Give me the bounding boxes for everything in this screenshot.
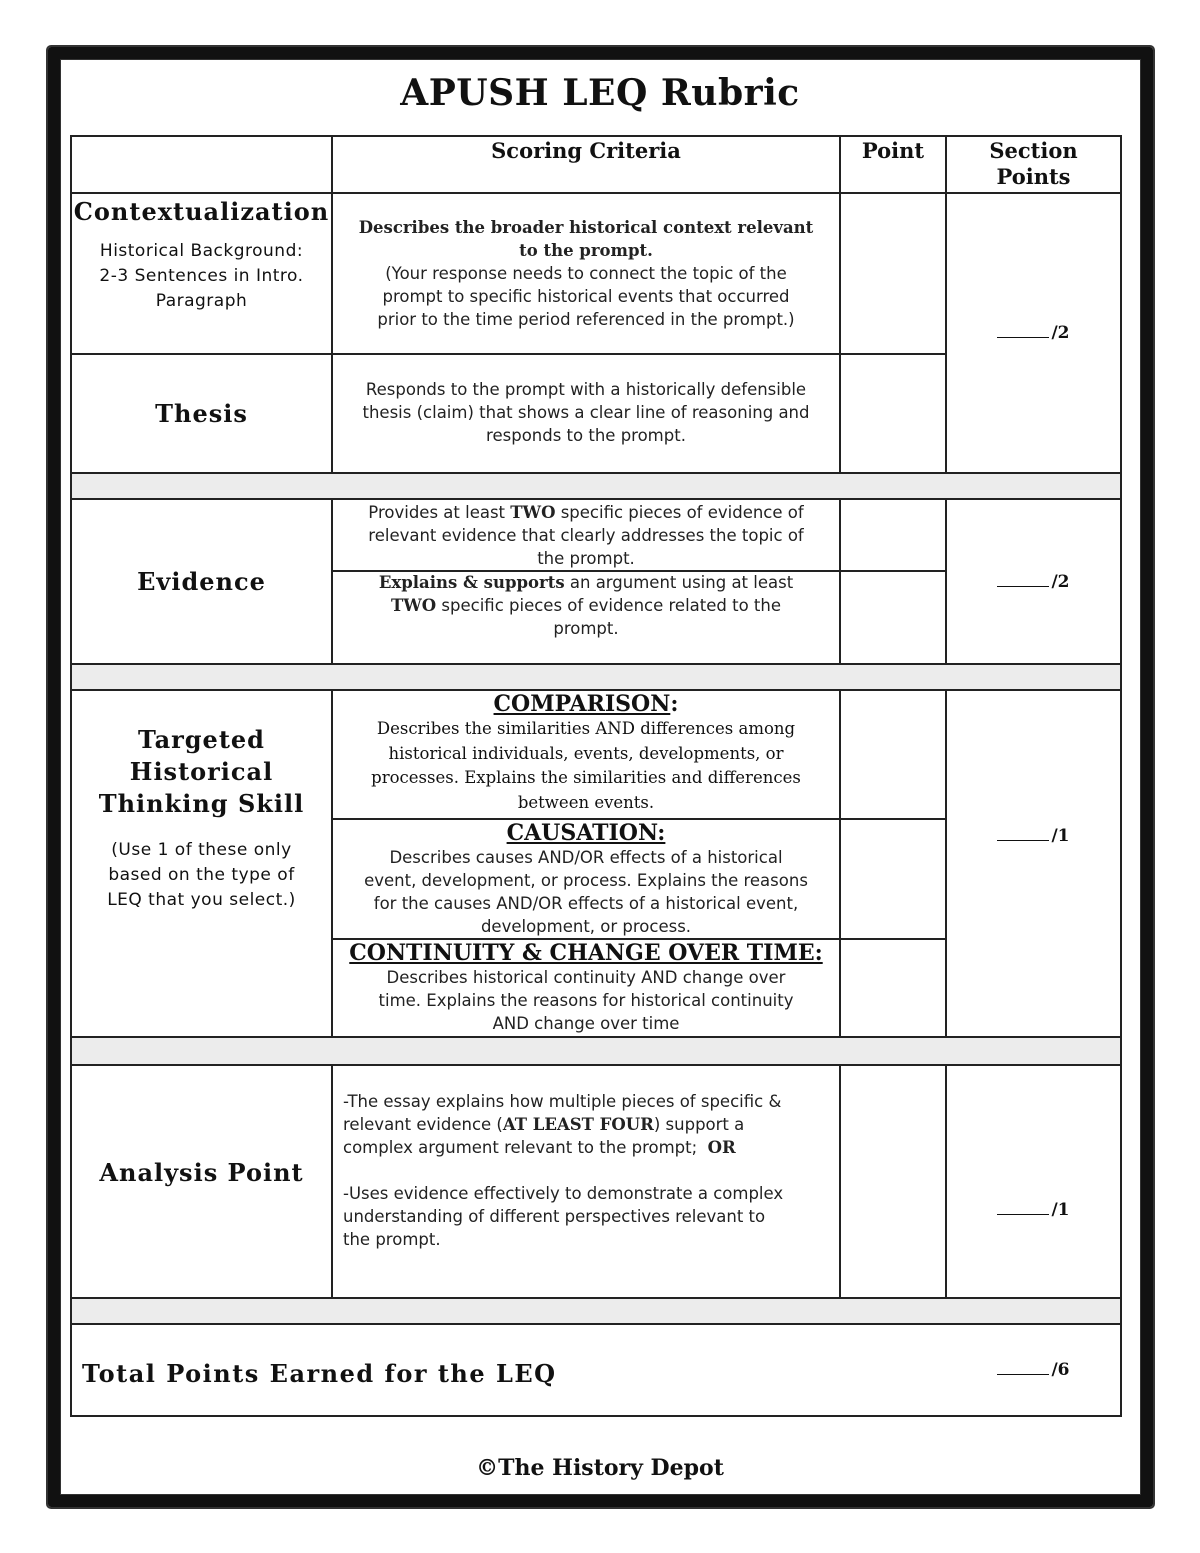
text-span: an argument using at least (564, 573, 794, 592)
table-top-border (70, 135, 1122, 137)
header-points-label: Points (996, 164, 1071, 189)
criteria-line: Describes the broader historical context relevant (358, 218, 814, 237)
criteria-line: the prompt. (537, 549, 635, 568)
criteria-line: prior to the time period referenced in the prompt.) (377, 310, 795, 329)
evidence-criteria-a (333, 501, 839, 570)
criteria-line: historical individuals, events, developments, or (388, 743, 784, 763)
thinking-skill-label: Targeted (138, 725, 265, 754)
criteria-line: development, or process. (480, 917, 692, 936)
text-span: OR (707, 1138, 736, 1157)
criteria-line: (Your response needs to connect the topic of the (385, 264, 787, 283)
section-score-evidence[interactable] (947, 500, 1120, 663)
criteria-line: prompt. (553, 619, 619, 638)
comparison-title (333, 691, 839, 717)
row-divider (70, 1297, 1122, 1299)
criteria-line: Responds to the prompt with a historically defensible (365, 380, 807, 399)
criteria-line: Describes the similarities AND differences among (376, 719, 796, 738)
score-max: /1 (1051, 826, 1070, 846)
contextualization-label: Contextualization (73, 197, 330, 226)
score-max: /1 (1051, 1200, 1070, 1220)
ccot-title: CONTINUITY & CHANGE OVER TIME: (349, 940, 823, 966)
analysis-label: Analysis Point (99, 1158, 304, 1187)
criteria-line: -Uses evidence effectively to demonstrate a complex (343, 1184, 784, 1203)
thinking-skill-label: Thinking Skill (98, 789, 305, 818)
evidence-label: Evidence (137, 566, 266, 596)
text-span: : (670, 691, 679, 717)
column-divider (839, 1065, 841, 1298)
score-blank[interactable] (997, 572, 1069, 592)
separator-row (72, 473, 1120, 499)
thesis-criteria (333, 378, 839, 447)
criteria-line: AND change over time (492, 1014, 680, 1033)
section-score-analysis[interactable] (947, 1130, 1120, 1290)
footer-copyright: ©The History Depot (476, 1455, 724, 1481)
note-line: based on the type of (108, 865, 295, 885)
note-line: 2-3 Sentences in Intro. (99, 266, 304, 286)
causation-title: CAUSATION: (506, 820, 666, 846)
contextualization-criteria (333, 216, 839, 331)
comparison-criteria (333, 691, 839, 815)
criteria-line: time. Explains the reasons for historical continuity (378, 991, 794, 1010)
separator-row (72, 1298, 1120, 1324)
thinking-skill-cell (72, 724, 331, 913)
score-max: /6 (1051, 1360, 1070, 1380)
table-right-border (1120, 135, 1122, 1417)
score-max: /2 (1051, 571, 1070, 592)
criteria-line (343, 1113, 833, 1136)
criteria-line (333, 594, 839, 617)
criteria-line: processes. Explains the similarities and differences (371, 768, 801, 787)
criteria-line: Describes historical continuity AND change over (386, 968, 786, 987)
row-divider (70, 663, 1122, 665)
text-span: TWO (391, 596, 437, 615)
text-span: Provides at least (368, 503, 511, 522)
criteria-line (333, 571, 839, 594)
score-blank[interactable] (997, 1360, 1069, 1380)
score-blank[interactable] (997, 826, 1069, 846)
spacer (343, 1159, 833, 1182)
note-line: Paragraph (155, 291, 248, 311)
text-span: Explains & supports (378, 573, 565, 592)
table-bottom-border (70, 1415, 1122, 1417)
header-section-label: Section (989, 138, 1078, 163)
header-scoring-criteria: Scoring Criteria (491, 138, 681, 163)
contextualization-cell (72, 194, 331, 353)
causation-criteria (333, 820, 839, 938)
header-section-points (947, 138, 1120, 192)
text-span: TWO (510, 503, 556, 522)
criteria-line (333, 501, 839, 524)
score-blank[interactable] (997, 1200, 1069, 1220)
criteria-line: thesis (claim) that shows a clear line of reasoning and (362, 403, 810, 422)
thinking-skill-note (72, 838, 331, 913)
score-blank[interactable] (997, 323, 1069, 343)
criteria-line: relevant evidence that clearly addresses the topic of (368, 526, 804, 545)
analysis-criteria (343, 1090, 833, 1251)
column-divider (839, 690, 841, 1037)
criteria-line: the prompt. (343, 1230, 441, 1249)
row-divider (70, 1036, 1122, 1038)
total-score[interactable] (947, 1325, 1120, 1415)
section-score-context-thesis[interactable] (947, 194, 1120, 472)
header-point: Point (861, 138, 925, 163)
text-span: relevant evidence ( (343, 1115, 503, 1134)
separator-row (72, 664, 1120, 690)
note-line: LEQ that you select.) (107, 890, 296, 910)
column-divider (839, 499, 841, 664)
thesis-label: Thesis (155, 398, 248, 428)
note-line: Historical Background: (99, 241, 304, 261)
column-divider (331, 1065, 333, 1298)
text-span: AT LEAST FOUR (502, 1115, 654, 1134)
criteria-line: for the causes AND/OR effects of a historical event, (373, 894, 799, 913)
text-span: COMPARISON (493, 691, 671, 717)
criteria-line: Describes causes AND/OR effects of a historical (389, 848, 783, 867)
text-span: specific pieces of evidence of (555, 503, 804, 522)
criteria-line: understanding of different perspectives relevant to (343, 1207, 766, 1226)
total-label: Total Points Earned for the LEQ (82, 1359, 557, 1388)
score-max: /2 (1051, 323, 1070, 343)
criteria-line: responds to the prompt. (486, 426, 686, 445)
text-span: ) support a (653, 1115, 745, 1134)
separator-row (72, 1037, 1120, 1065)
row-divider (70, 472, 1122, 474)
criteria-line: -The essay explains how multiple pieces of specific & (343, 1092, 782, 1111)
criteria-line: between events. (517, 792, 655, 812)
contextualization-note (72, 239, 331, 314)
ccot-criteria (333, 940, 839, 1035)
text-span: specific pieces of evidence related to the (436, 596, 781, 615)
criteria-line: prompt to specific historical events that occurred (382, 287, 790, 306)
evidence-criteria-b (333, 571, 839, 640)
section-score-thinking-skill[interactable] (947, 691, 1120, 981)
text-span: complex argument relevant to the prompt; (343, 1138, 708, 1157)
criteria-line: to the prompt. (519, 241, 653, 260)
criteria-line: event, development, or process. Explains the reasons (364, 871, 808, 890)
criteria-line (343, 1136, 833, 1159)
thinking-skill-label: Historical (129, 757, 274, 786)
note-line: (Use 1 of these only (111, 840, 292, 860)
page-title: APUSH LEQ Rubric (400, 72, 800, 114)
